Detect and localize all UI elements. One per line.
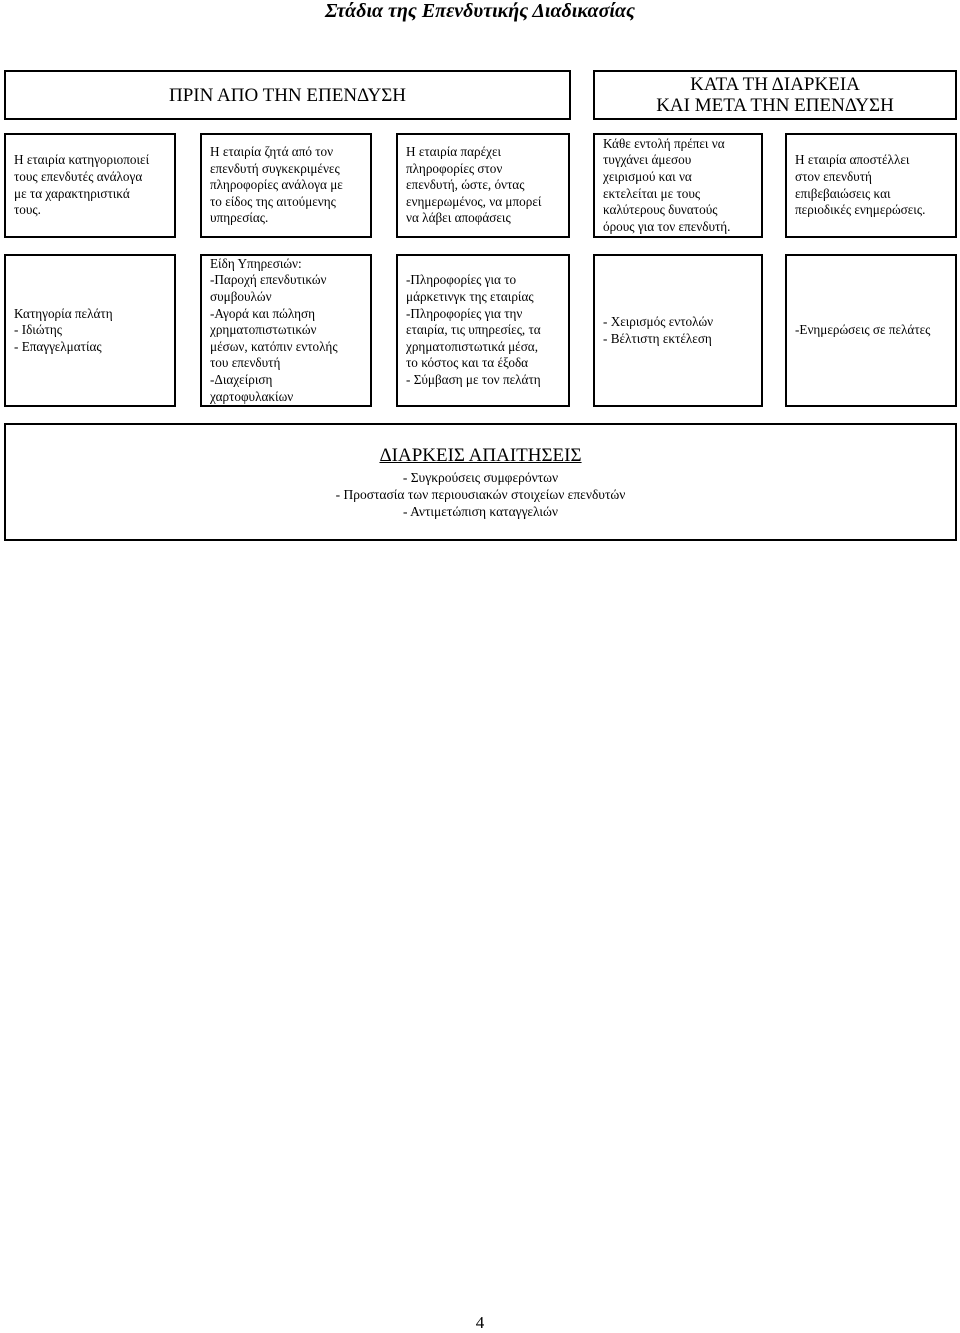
detail-box-2: [200, 254, 372, 407]
detail-box-3: [396, 254, 570, 407]
detail-3-line: -Πληροφορίες για το: [406, 272, 517, 288]
step-2-line: υπηρεσίας.: [210, 210, 269, 226]
page-title: Στάδια της Επενδυτικής Διαδικασίας: [325, 0, 635, 22]
step-5-line: στον επενδυτή: [795, 168, 872, 184]
detail-2-line: -Παροχή επενδυτικών: [210, 272, 327, 288]
requirement-item: - Προστασία των περιουσιακών στοιχείων επενδυτών: [335, 486, 626, 502]
step-4-line: όρους για τον επενδυτή.: [603, 218, 731, 234]
detail-3-line: χρηματοπιστωτικά μέσα,: [406, 338, 539, 354]
step-1-line: τους επενδυτές ανάλογα: [14, 168, 143, 184]
phase-before-label: ΠΡΙΝ ΑΠΟ ΤΗΝ ΕΠΕΝΔΥΣΗ: [168, 84, 407, 106]
step-2-line: επενδυτή συγκεκριμένες: [210, 160, 340, 176]
step-1-line: Η εταιρία κατηγοριοποιεί: [14, 152, 150, 168]
phase-during-label-line1: ΚΑΤΑ ΤΗ ΔΙΑΡΚΕΙΑ: [690, 74, 860, 95]
detail-box-4: [593, 254, 763, 407]
requirement-item: - Αντιμετώπιση καταγγελιών: [402, 503, 559, 519]
step-box-2: [200, 133, 372, 238]
detail-1-line: - Επαγγελματίας: [14, 338, 102, 354]
step-3-line: επενδυτή, ώστε, όντας: [406, 177, 525, 193]
detail-2-line: συμβουλών: [210, 289, 272, 305]
step-4-line: Κάθε εντολή πρέπει να: [603, 135, 725, 151]
detail-3-line: μάρκετινγκ της εταιρίας: [406, 289, 534, 305]
detail-2-line: Είδη Υπηρεσιών:: [210, 255, 302, 271]
detail-3-line: -Πληροφορίες για την: [406, 305, 523, 321]
detail-2-line: -Αγορά και πώληση: [210, 305, 316, 321]
detail-3-line: - Σύμβαση με τον πελάτη: [406, 371, 541, 387]
detail-2-line: μέσων, κατόπιν εντολής: [210, 338, 338, 354]
phase-during-investment: [593, 70, 957, 120]
detail-2-line: -Διαχείριση: [210, 371, 273, 387]
step-box-1: [4, 133, 176, 238]
step-3-line: να λάβει αποφάσεις: [406, 210, 511, 226]
step-5-line: περιοδικές ενημερώσεις.: [795, 202, 926, 218]
page-number: 4: [475, 1313, 485, 1332]
step-1-line: με τα χαρακτηριστικά: [14, 185, 130, 201]
step-4-line: καλύτερους δυνατούς: [603, 202, 718, 218]
step-box-5: [785, 133, 957, 238]
requirements-box: [4, 423, 957, 541]
step-2-line: το είδος της αιτούμενης: [210, 193, 336, 209]
detail-2-line: χρηματοπιστωτικών: [210, 322, 317, 338]
detail-box-5: [785, 254, 957, 407]
step-3-line: ενημερωμένος, να μπορεί: [406, 193, 542, 209]
step-2-line: Η εταιρία ζητά από τον: [210, 144, 334, 160]
step-box-4: [593, 133, 763, 238]
detail-2-line: χαρτοφυλακίων: [210, 388, 294, 404]
phase-before-investment: [4, 70, 571, 120]
requirements-heading: ΔΙΑΡΚΕΙΣ ΑΠΑΙΤΗΣΕΙΣ: [379, 444, 582, 466]
step-box-3: [396, 133, 570, 238]
detail-3-line: εταιρία, τις υπηρεσίες, τα: [406, 322, 541, 338]
detail-2-line: του επενδυτή: [210, 355, 281, 371]
step-3-line: πληροφορίες στον: [406, 160, 503, 176]
detail-4-line: - Βέλτιστη εκτέλεση: [603, 330, 712, 346]
step-3-line: Η εταιρία παρέχει: [406, 144, 502, 160]
step-1-line: τους.: [14, 202, 41, 218]
detail-1-line: - Ιδιώτης: [14, 322, 62, 338]
detail-1-line: Κατηγορία πελάτη: [14, 305, 113, 321]
detail-3-line: το κόστος και τα έξοδα: [406, 355, 529, 371]
detail-box-1: [4, 254, 176, 407]
detail-5-line: -Ενημερώσεις σε πελάτες: [795, 322, 931, 338]
step-5-line: επιβεβαιώσεις και: [795, 185, 891, 201]
step-5-line: Η εταιρία αποστέλλει: [795, 152, 910, 168]
detail-4-line: - Χειρισμός εντολών: [603, 313, 714, 329]
step-4-line: τυγχάνει άμεσου: [603, 152, 692, 168]
step-4-line: χειρισμού και να: [603, 168, 692, 184]
requirement-item: - Συγκρούσεις συμφερόντων: [402, 469, 559, 485]
step-4-line: εκτελείται με τους: [603, 185, 701, 201]
phase-during-label-line2: ΚΑΙ ΜΕΤΑ ΤΗΝ ΕΠΕΝΔΥΣΗ: [656, 95, 894, 116]
step-2-line: πληροφορίες ανάλογα με: [210, 177, 343, 193]
